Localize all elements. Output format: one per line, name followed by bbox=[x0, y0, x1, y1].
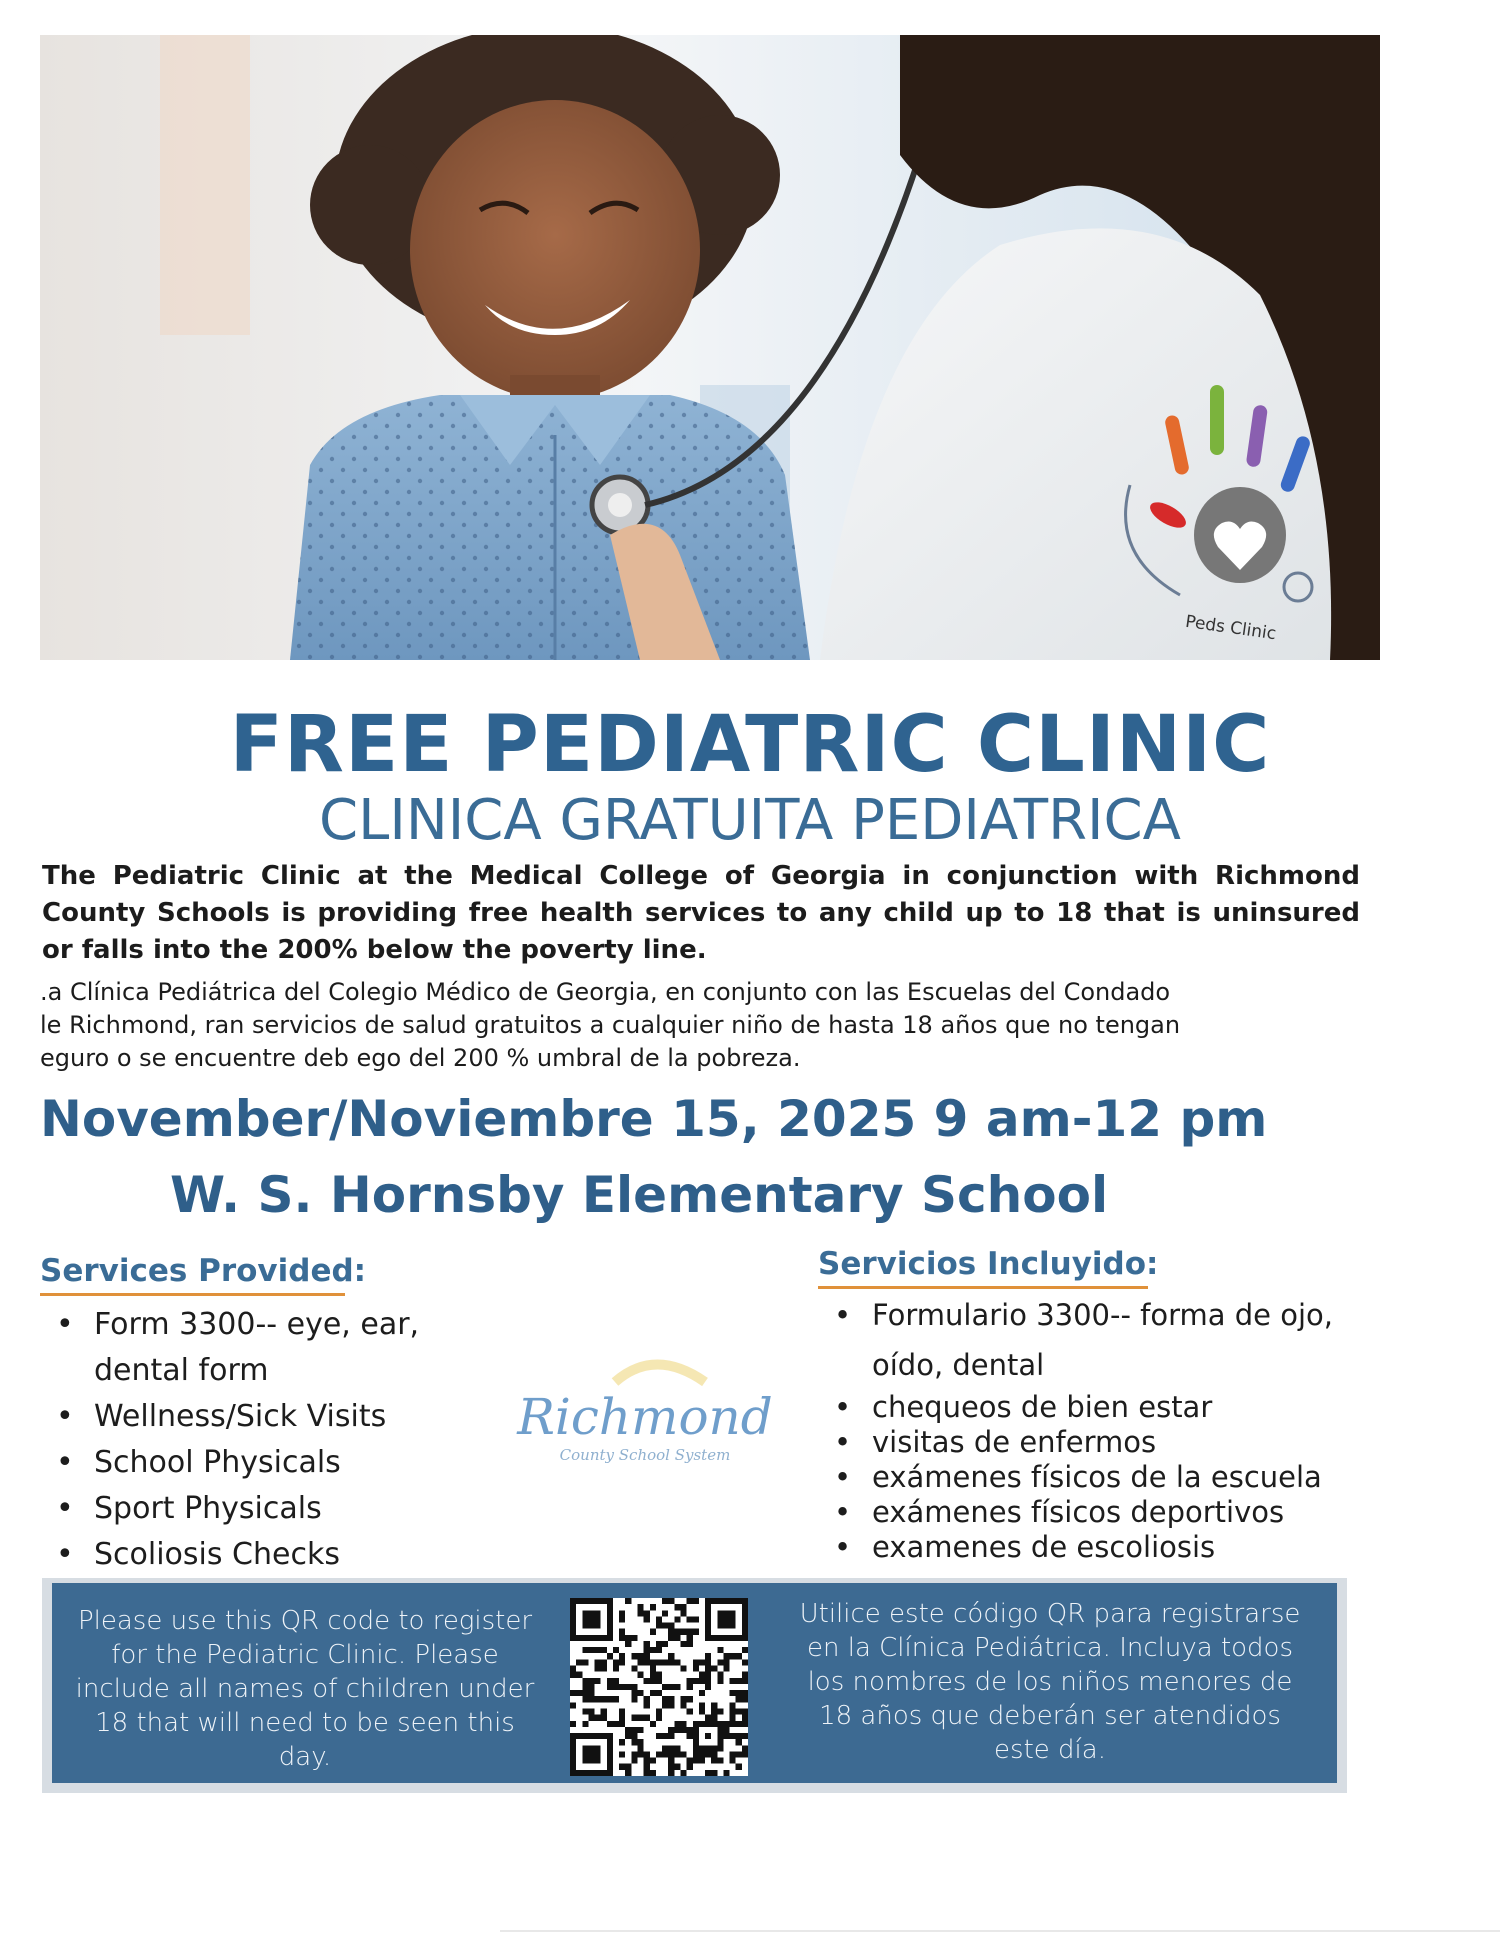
peds-clinic-caption: Peds Clinic bbox=[1184, 611, 1278, 645]
intro-spanish bbox=[40, 976, 1360, 1075]
list-item: • Scoliosis Checks bbox=[40, 1532, 480, 1578]
intro-spanish-line: eguro o se encuentre deb ego del 200 % umbral de la pobreza. bbox=[40, 1044, 801, 1072]
services-provided-list bbox=[40, 1302, 480, 1578]
richmond-logo-name: Richmond bbox=[517, 1388, 773, 1446]
alas-logo-text: ALAS bbox=[1225, 530, 1255, 543]
richmond-county-logo bbox=[505, 1352, 785, 1482]
list-item: • Formulario 3300-- forma de ojo, oído, dental bbox=[818, 1290, 1378, 1390]
list-item: • chequeos de bien estar bbox=[818, 1390, 1378, 1425]
list-item: • exámenes físicos de la escuela bbox=[818, 1460, 1378, 1495]
list-item: • examenes de escoliosis bbox=[818, 1530, 1378, 1565]
intro-spanish-line: .a Clínica Pediátrica del Colegio Médico de Georgia, en conjunto con las Escuelas del Condado bbox=[40, 978, 1171, 1006]
title-english: FREE PEDIATRIC CLINIC bbox=[229, 700, 1271, 790]
list-item: • visitas de enfermos bbox=[818, 1425, 1378, 1460]
servicios-incluidos-heading: Servicios Incluyido: bbox=[818, 1246, 1148, 1289]
servicios-incluidos-list bbox=[818, 1290, 1378, 1565]
services-provided-heading: Services Provided: bbox=[40, 1253, 345, 1296]
list-item: • Sport Physicals bbox=[40, 1486, 480, 1532]
list-item: • Form 3300-- eye, ear, dental form bbox=[40, 1302, 480, 1394]
list-item: • exámenes físicos deportivos bbox=[818, 1495, 1378, 1530]
registration-text-spanish: Utilice este código QR para registrarse en la Clínica Pediátrica. Incluya todos los nombres de los niños menores de 18 años que deberán ser atendidos este día. bbox=[799, 1599, 1301, 1765]
intro-spanish-line: le Richmond, ran servicios de salud gratuitos a cualquier niño de hasta 18 años que no tengan bbox=[40, 1011, 1181, 1039]
list-item: • Wellness/Sick Visits bbox=[40, 1394, 480, 1440]
registration-text-english: Please use this QR code to register for the Pediatric Clinic. Please include all names of children under 18 that will need to be seen this day. bbox=[75, 1606, 535, 1772]
registration-qr-code[interactable] bbox=[570, 1598, 748, 1776]
event-date-time: November/Noviembre 15, 2025 9 am-12 pm bbox=[40, 1090, 1268, 1148]
page-edge-rule bbox=[500, 1930, 1500, 1932]
event-location: W. S. Hornsby Elementary School bbox=[170, 1166, 1109, 1224]
hero-photo bbox=[40, 35, 1380, 660]
richmond-logo-subtitle: County School System bbox=[559, 1446, 731, 1464]
intro-english: The Pediatric Clinic at the Medical College of Georgia in conjunction with Richmond County Schools is providing free health services to any child up to 18 that is uninsured or falls into the 200% below the poverty line. bbox=[42, 861, 1360, 965]
list-item: • School Physicals bbox=[40, 1440, 480, 1486]
title-spanish: CLINICA GRATUITA PEDIATRICA bbox=[319, 788, 1181, 853]
